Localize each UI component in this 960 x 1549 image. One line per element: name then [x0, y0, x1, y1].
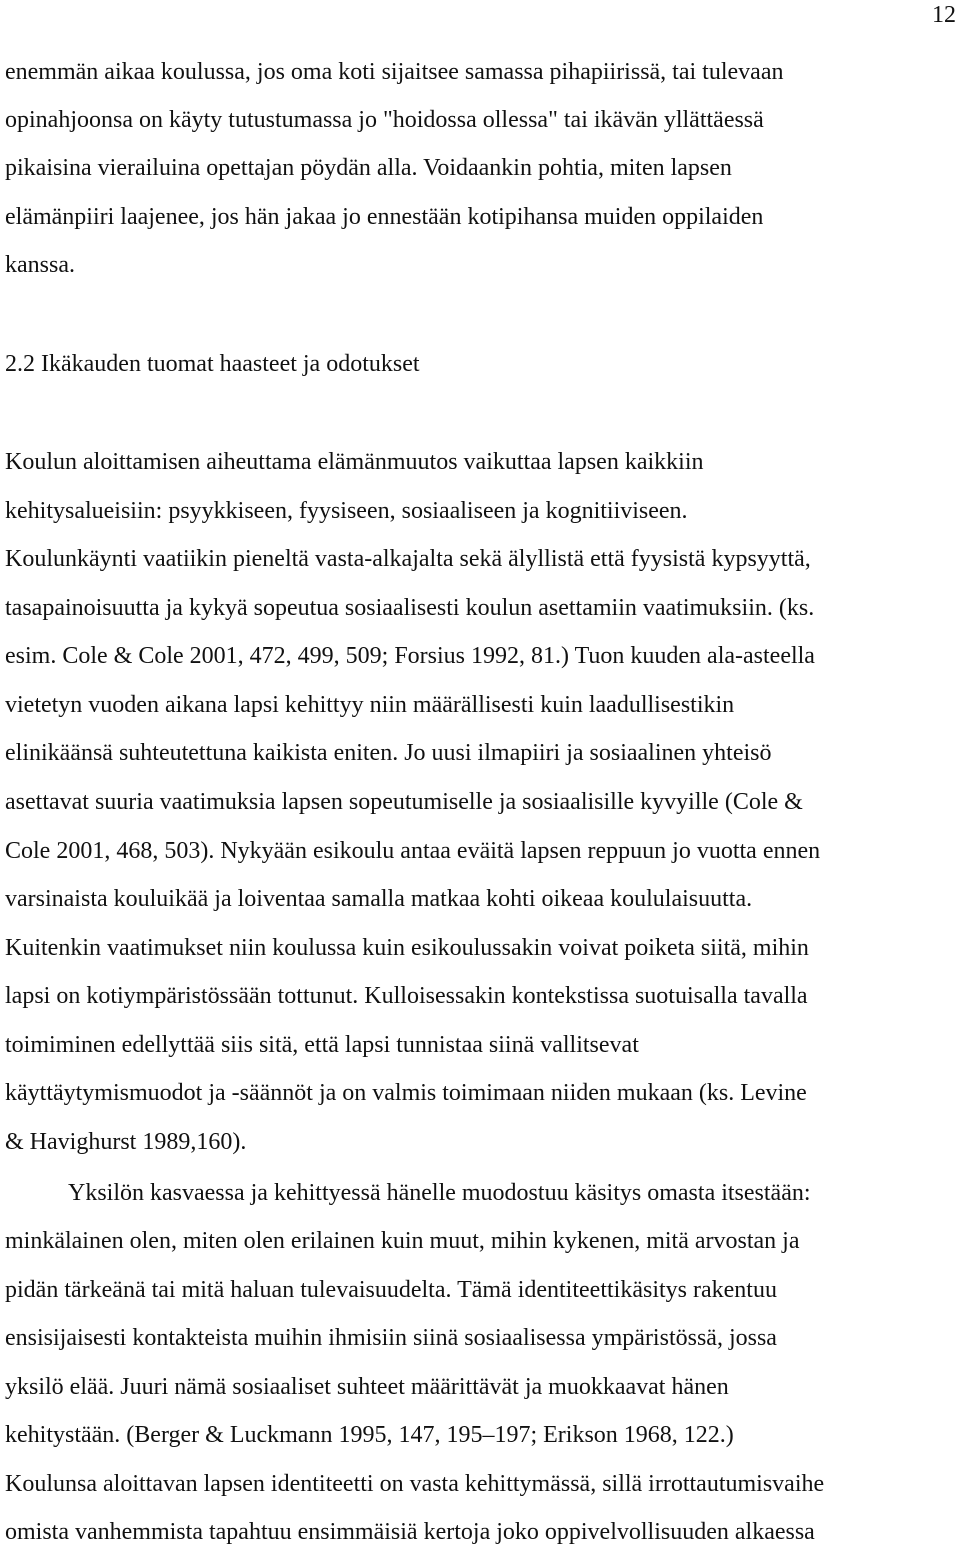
text-line: minkälainen olen, miten olen erilainen kuin muut, mihin kykenen, mitä arvostan ja [5, 1228, 800, 1254]
text-line: kehitysalueisiin: psyykkiseen, fyysiseen, sosiaaliseen ja kognitiiviseen. [5, 498, 688, 524]
text-line: & Havighurst 1989,160). [5, 1129, 247, 1155]
text-line: Cole 2001, 468, 503). Nykyään esikoulu antaa eväitä lapsen reppuun jo vuotta ennen [5, 838, 821, 864]
text-line: tasapainoisuutta ja kykyä sopeutua sosiaalisesti koulun asettamiin vaatimuksiin. (ks. [5, 595, 815, 621]
text-line: Koulunkäynti vaatiikin pieneltä vasta-alkajalta sekä älyllistä että fyysistä kypsyyttä, [5, 546, 811, 572]
text-line: ensisijaisesti kontakteista muihin ihmisiin siinä sosiaalisessa ympäristössä, jossa [5, 1325, 777, 1351]
text-line: Yksilön kasvaessa ja kehittyessä hänelle muodostuu käsitys omasta itsestään: [68, 1180, 811, 1206]
text-line: kanssa. [5, 252, 75, 278]
text-line: lapsi on kotiympäristössään tottunut. Kulloisessakin kontekstissa suotuisalla tavalla [5, 983, 808, 1009]
text-line: kehitystään. (Berger & Luckmann 1995, 147, 195–197; Erikson 1968, 122.) [5, 1422, 734, 1448]
text-line: Koulunsa aloittavan lapsen identiteetti on vasta kehittymässä, sillä irrottautumisvaihe [5, 1471, 825, 1497]
text-line: Kuitenkin vaatimukset niin koulussa kuin esikoulussakin voivat poiketa siitä, mihin [5, 935, 809, 961]
text-line: omista vanhemmista tapahtuu ensimmäisiä kertoja joko oppivelvollisuuden alkaessa [5, 1519, 815, 1545]
text-line: asettavat suuria vaatimuksia lapsen sopeutumiselle ja sosiaalisille kyvyille (Cole & [5, 789, 803, 815]
text-line: yksilö elää. Juuri nämä sosiaaliset suhteet määrittävät ja muokkaavat hänen [5, 1374, 729, 1400]
text-line: varsinaista kouluikää ja loiventaa samalla matkaa kohti oikeaa koululaisuutta. [5, 886, 753, 912]
text-line: elinikäänsä suhteutettuna kaikista eniten. Jo uusi ilmapiiri ja sosiaalinen yhteisö [5, 740, 772, 766]
text-line: esim. Cole & Cole 2001, 472, 499, 509; Forsius 1992, 81.) Tuon kuuden ala-asteella [5, 643, 815, 669]
text-line: pikaisina vierailuina opettajan pöydän alla. Voidaankin pohtia, miten lapsen [5, 155, 732, 181]
text-line: käyttäytymismuodot ja -säännöt ja on valmis toimimaan niiden mukaan (ks. Levine [5, 1080, 807, 1106]
section-heading: 2.2 Ikäkauden tuomat haasteet ja odotukset [5, 351, 420, 377]
text-line: enemmän aikaa koulussa, jos oma koti sijaitsee samassa pihapiirissä, tai tulevaan [5, 59, 784, 85]
text-line: vietetyn vuoden aikana lapsi kehittyy niin määrällisesti kuin laadullisestikin [5, 692, 735, 718]
text-line: opinahjoonsa on käyty tutustumassa jo "hoidossa ollessa" tai ikävän yllättäessä [5, 107, 764, 133]
text-line: toimiminen edellyttää siis sitä, että lapsi tunnistaa siinä vallitsevat [5, 1032, 639, 1058]
text-line: pidän tärkeänä tai mitä haluan tulevaisuudelta. Tämä identiteettikäsitys rakentuu [5, 1277, 777, 1303]
page-number: 12 [932, 2, 956, 28]
text-line: elämänpiiri laajenee, jos hän jakaa jo ennestään kotipihansa muiden oppilaiden [5, 204, 764, 230]
text-line: Koulun aloittamisen aiheuttama elämänmuutos vaikuttaa lapsen kaikkiin [5, 449, 704, 475]
